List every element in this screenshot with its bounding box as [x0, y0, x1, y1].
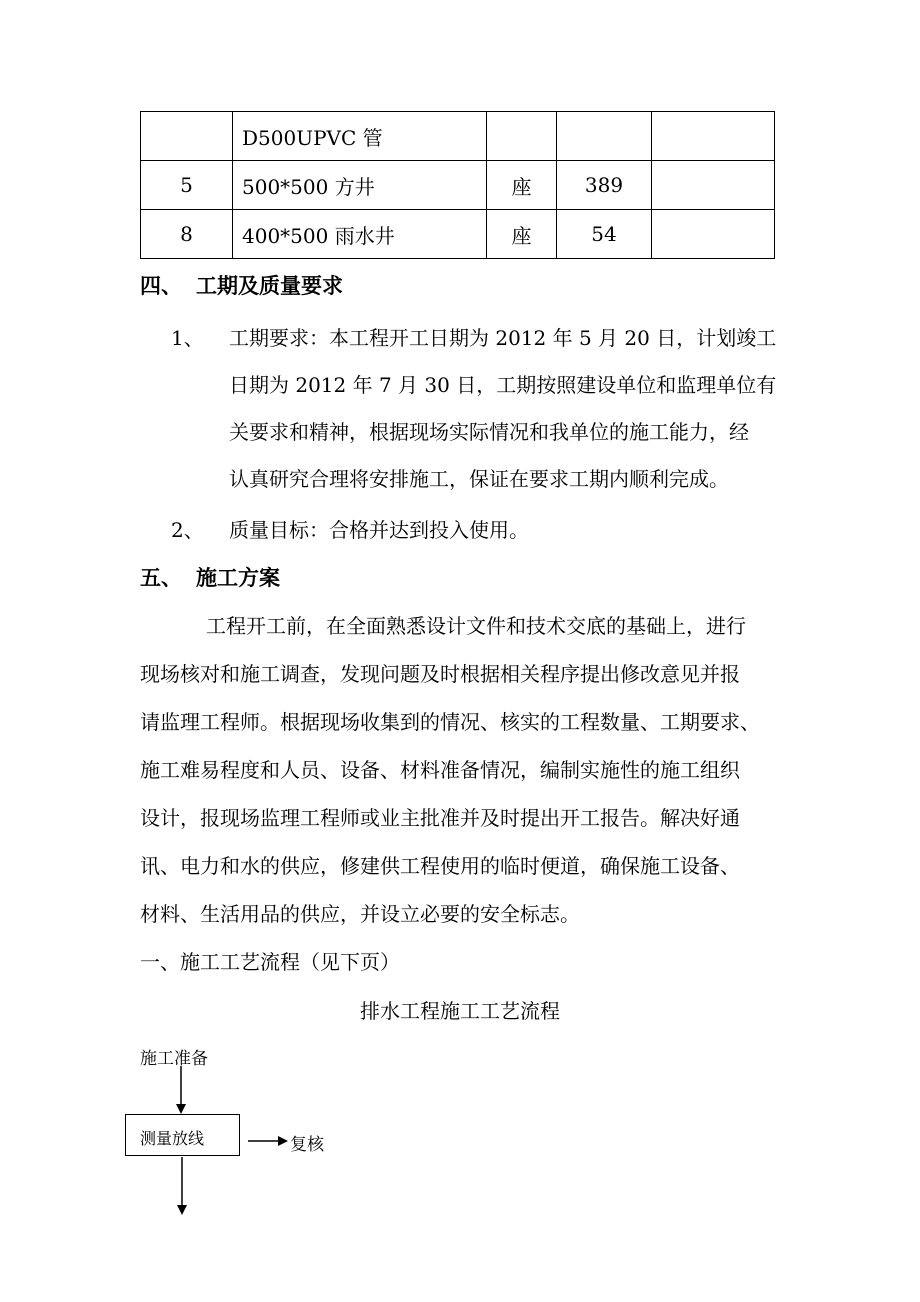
item-2-text: 质量目标：合格并达到投入使用。 — [229, 518, 529, 542]
paragraph-line-7: 材料、生活用品的供应，并设立必要的安全标志。 — [140, 902, 580, 926]
cell-item-name: D500UPVC 管 — [233, 112, 487, 161]
cell-quantity: 389 — [557, 161, 652, 210]
item-2-number: 2、 — [171, 518, 204, 542]
subsection-1-heading: 一、施工工艺流程（见下页） — [140, 950, 400, 974]
section-5-number: 五、 — [140, 565, 182, 590]
section-4-number: 四、 — [140, 273, 182, 298]
item-1-number: 1、 — [171, 326, 204, 350]
item-1-line-1: 工期要求：本工程开工日期为 2012 年 5 月 20 日，计划竣工 — [229, 326, 777, 350]
flow-side-node-check: 复核 — [290, 1135, 324, 1155]
flow-box-survey-label: 测量放线 — [140, 1129, 205, 1148]
item-1-line-4: 认真研究合理将安排施工，保证在要求工期内顺利完成。 — [229, 467, 729, 491]
paragraph-line-2: 现场核对和施工调查，发现问题及时根据相关程序提出修改意见并报 — [140, 662, 740, 686]
paragraph-line-3: 请监理工程师。根据现场收集到的情况、核实的工程数量、工期要求、 — [140, 710, 760, 734]
item-1-line-3: 关要求和精神，根据现场实际情况和我单位的施工能力，经 — [229, 420, 749, 444]
section-5-title: 施工方案 — [196, 565, 280, 590]
cell-item-name: 500*500 方井 — [233, 161, 487, 210]
item-1-line-2: 日期为 2012 年 7 月 30 日，工期按照建设单位和监理单位有 — [229, 373, 777, 397]
cell-unit: 座 — [487, 210, 557, 259]
paragraph-line-4: 施工难易程度和人员、设备、材料准备情况，编制实施性的施工组织 — [140, 758, 740, 782]
paragraph-line-5: 设计，报现场监理工程师或业主批准并及时提出开工报告。解决好通 — [140, 806, 740, 830]
section-4-title: 工期及质量要求 — [196, 273, 343, 298]
cell-item-name: 400*500 雨水井 — [233, 210, 487, 259]
flowchart-title: 排水工程施工工艺流程 — [360, 999, 560, 1023]
cell-number: 5 — [141, 161, 233, 210]
cell-quantity: 54 — [557, 210, 652, 259]
flow-start-node: 施工准备 — [140, 1049, 208, 1069]
cell-number: 8 — [141, 210, 233, 259]
cell-unit: 座 — [487, 161, 557, 210]
paragraph-line-1: 工程开工前，在全面熟悉设计文件和技术交底的基础上，进行 — [206, 614, 746, 638]
paragraph-line-6: 讯、电力和水的供应，修建供工程使用的临时便道，确保施工设备、 — [140, 854, 740, 878]
